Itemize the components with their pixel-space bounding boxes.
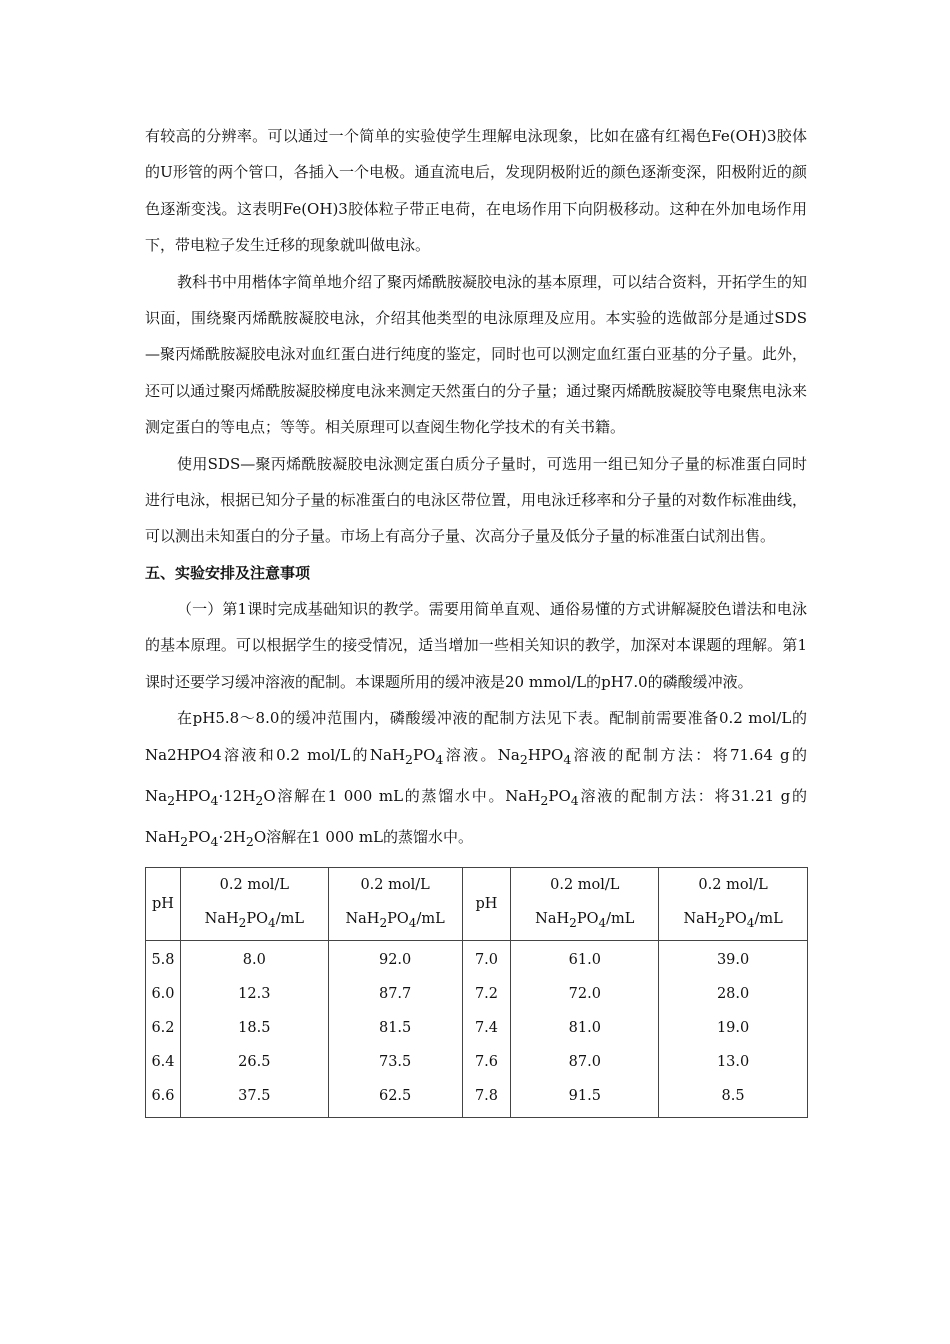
table-cell: 7.4 [474,1019,498,1036]
column-b-right [659,940,808,1117]
paragraph-page-principles: 教科书中用楷体字简单地介绍了聚丙烯酰胺凝胶电泳的基本原理，可以结合资料，开拓学生的知识面，围绕聚丙烯酰胺凝胶电泳，介绍其他类型的电泳原理及应用。本实验的选做部分是通过SDS—聚丙烯酰胺凝胶电泳对血红蛋白进行纯度的鉴定，同时也可以测定血红蛋白亚基的分子量。此外，还可以通过聚丙烯酰胺凝胶梯度电泳来测定天然蛋白的分子量；通过聚丙烯酰胺凝胶等电聚焦电泳来测定蛋白的等电点；等等。相关原理可以查阅生物化学技术的有关书籍。 [145,272,808,437]
table-cell: 28.0 [716,985,750,1002]
table-cell: 61.0 [568,951,601,968]
header-col-a-left: 0.2 mol/L $NaH_2PO_4/mL$ [180,867,328,940]
header-ph-left: pH [146,867,181,940]
table-cell: 87.0 [568,1053,601,1070]
phosphate-buffer-table [145,867,808,1118]
column-a-right [511,940,659,1117]
paragraph-buffer-preparation: 在pH5.8～8.0的缓冲范围内，磷酸缓冲液的配制方法见下表。配制前需要准备0.2 mol/L的Na2HPO4溶液和0.2 mol/L的$NaH_2PO_4$溶液。$Na_2HPO_4$溶液的配制方法：将71.64 g的$Na_2HPO_4\cdot 12H_2O$溶解在1 000 mL的蒸馏水中。$NaH_2PO_4$溶液的配制方法：将31.21 g的$NaH_2PO_4\cdot 2H_2O$溶解在1 000 mL的蒸馏水中。 [145,709,807,850]
section-heading-arrangement: 五、实验安排及注意事项 [145,563,311,582]
header-col-b-left: 0.2 mol/L $NaH_2PO_4/mL$ [328,867,462,940]
table-body-row [146,940,808,1117]
paragraph-lesson-one: （一）第1课时完成基础知识的教学。需要用简单直观、通俗易懂的方式讲解凝胶色谱法和电泳的基本原理。可以根据学生的接受情况，适当增加一些相关知识的教学，加深对本课题的理解。第1课时还要学习缓冲溶液的配制。本课题所用的缓冲液是20 mmol/L的pH7.0的磷酸缓冲液。 [145,599,807,691]
table-cell: 6.6 [151,1087,175,1104]
column-a-left [180,940,328,1117]
table-cell: 72.0 [568,985,601,1002]
table-cell: 12.3 [238,985,271,1002]
table-cell: 8.5 [721,1087,745,1104]
table-cell: 5.8 [151,951,175,968]
table-cell: 81.0 [568,1019,601,1036]
table-cell: 87.7 [378,985,412,1002]
table-cell: 81.5 [378,1019,412,1036]
header-col-b-right: 0.2 mol/L $NaH_2PO_4/mL$ [659,867,808,940]
table-cell: 39.0 [716,951,750,968]
table-cell: 13.0 [716,1053,750,1070]
table-cell: 18.5 [238,1019,271,1036]
table-cell: 7.6 [474,1053,498,1070]
table-cell: 6.0 [151,985,175,1002]
table-cell: 92.0 [378,951,412,968]
table-cell: 19.0 [716,1019,750,1036]
table-cell: 7.8 [474,1087,498,1104]
paragraph-sds-page: 使用SDS—聚丙烯酰胺凝胶电泳测定蛋白质分子量时，可选用一组已知分子量的标准蛋白同时进行电泳，根据已知分子量的标准蛋白的电泳区带位置，用电泳迁移率和分子量的对数作标准曲线，可以测出未知蛋白的分子量。市场上有高分子量、次高分子量及低分子量的标准蛋白试剂出售。 [145,454,807,546]
table-header-row [146,867,808,940]
table-cell: 62.5 [378,1087,412,1104]
table-cell: 7.0 [474,951,498,968]
table-cell: 7.2 [474,985,498,1002]
table-cell: 37.5 [238,1087,271,1104]
table-cell: 91.5 [568,1087,601,1104]
table-cell: 26.5 [238,1053,271,1070]
table-cell: 8.0 [242,951,266,968]
paragraph-electrophoresis-intro: 有较高的分辨率。可以通过一个简单的实验使学生理解电泳现象，比如在盛有红褐色Fe(OH)3胶体的U形管的两个管口，各插入一个电极。通直流电后，发现阴极附近的颜色逐渐变深，阳极附近的颜色逐渐变浅。这表明Fe(OH)3胶体粒子带正电荷，在电场作用下向阴极移动。这种在外加电场作用下，带电粒子发生迁移的现象就叫做电泳。 [145,127,807,255]
table-cell: 6.2 [151,1019,175,1036]
column-ph-right [462,940,511,1117]
column-ph-left [146,940,181,1117]
header-col-a-right: 0.2 mol/L $NaH_2PO_4/mL$ [511,867,659,940]
header-ph-right: pH [462,867,511,940]
table-cell: 73.5 [378,1053,412,1070]
column-b-left [328,940,462,1117]
document-page [145,118,807,1118]
table-cell: 6.4 [151,1053,175,1070]
